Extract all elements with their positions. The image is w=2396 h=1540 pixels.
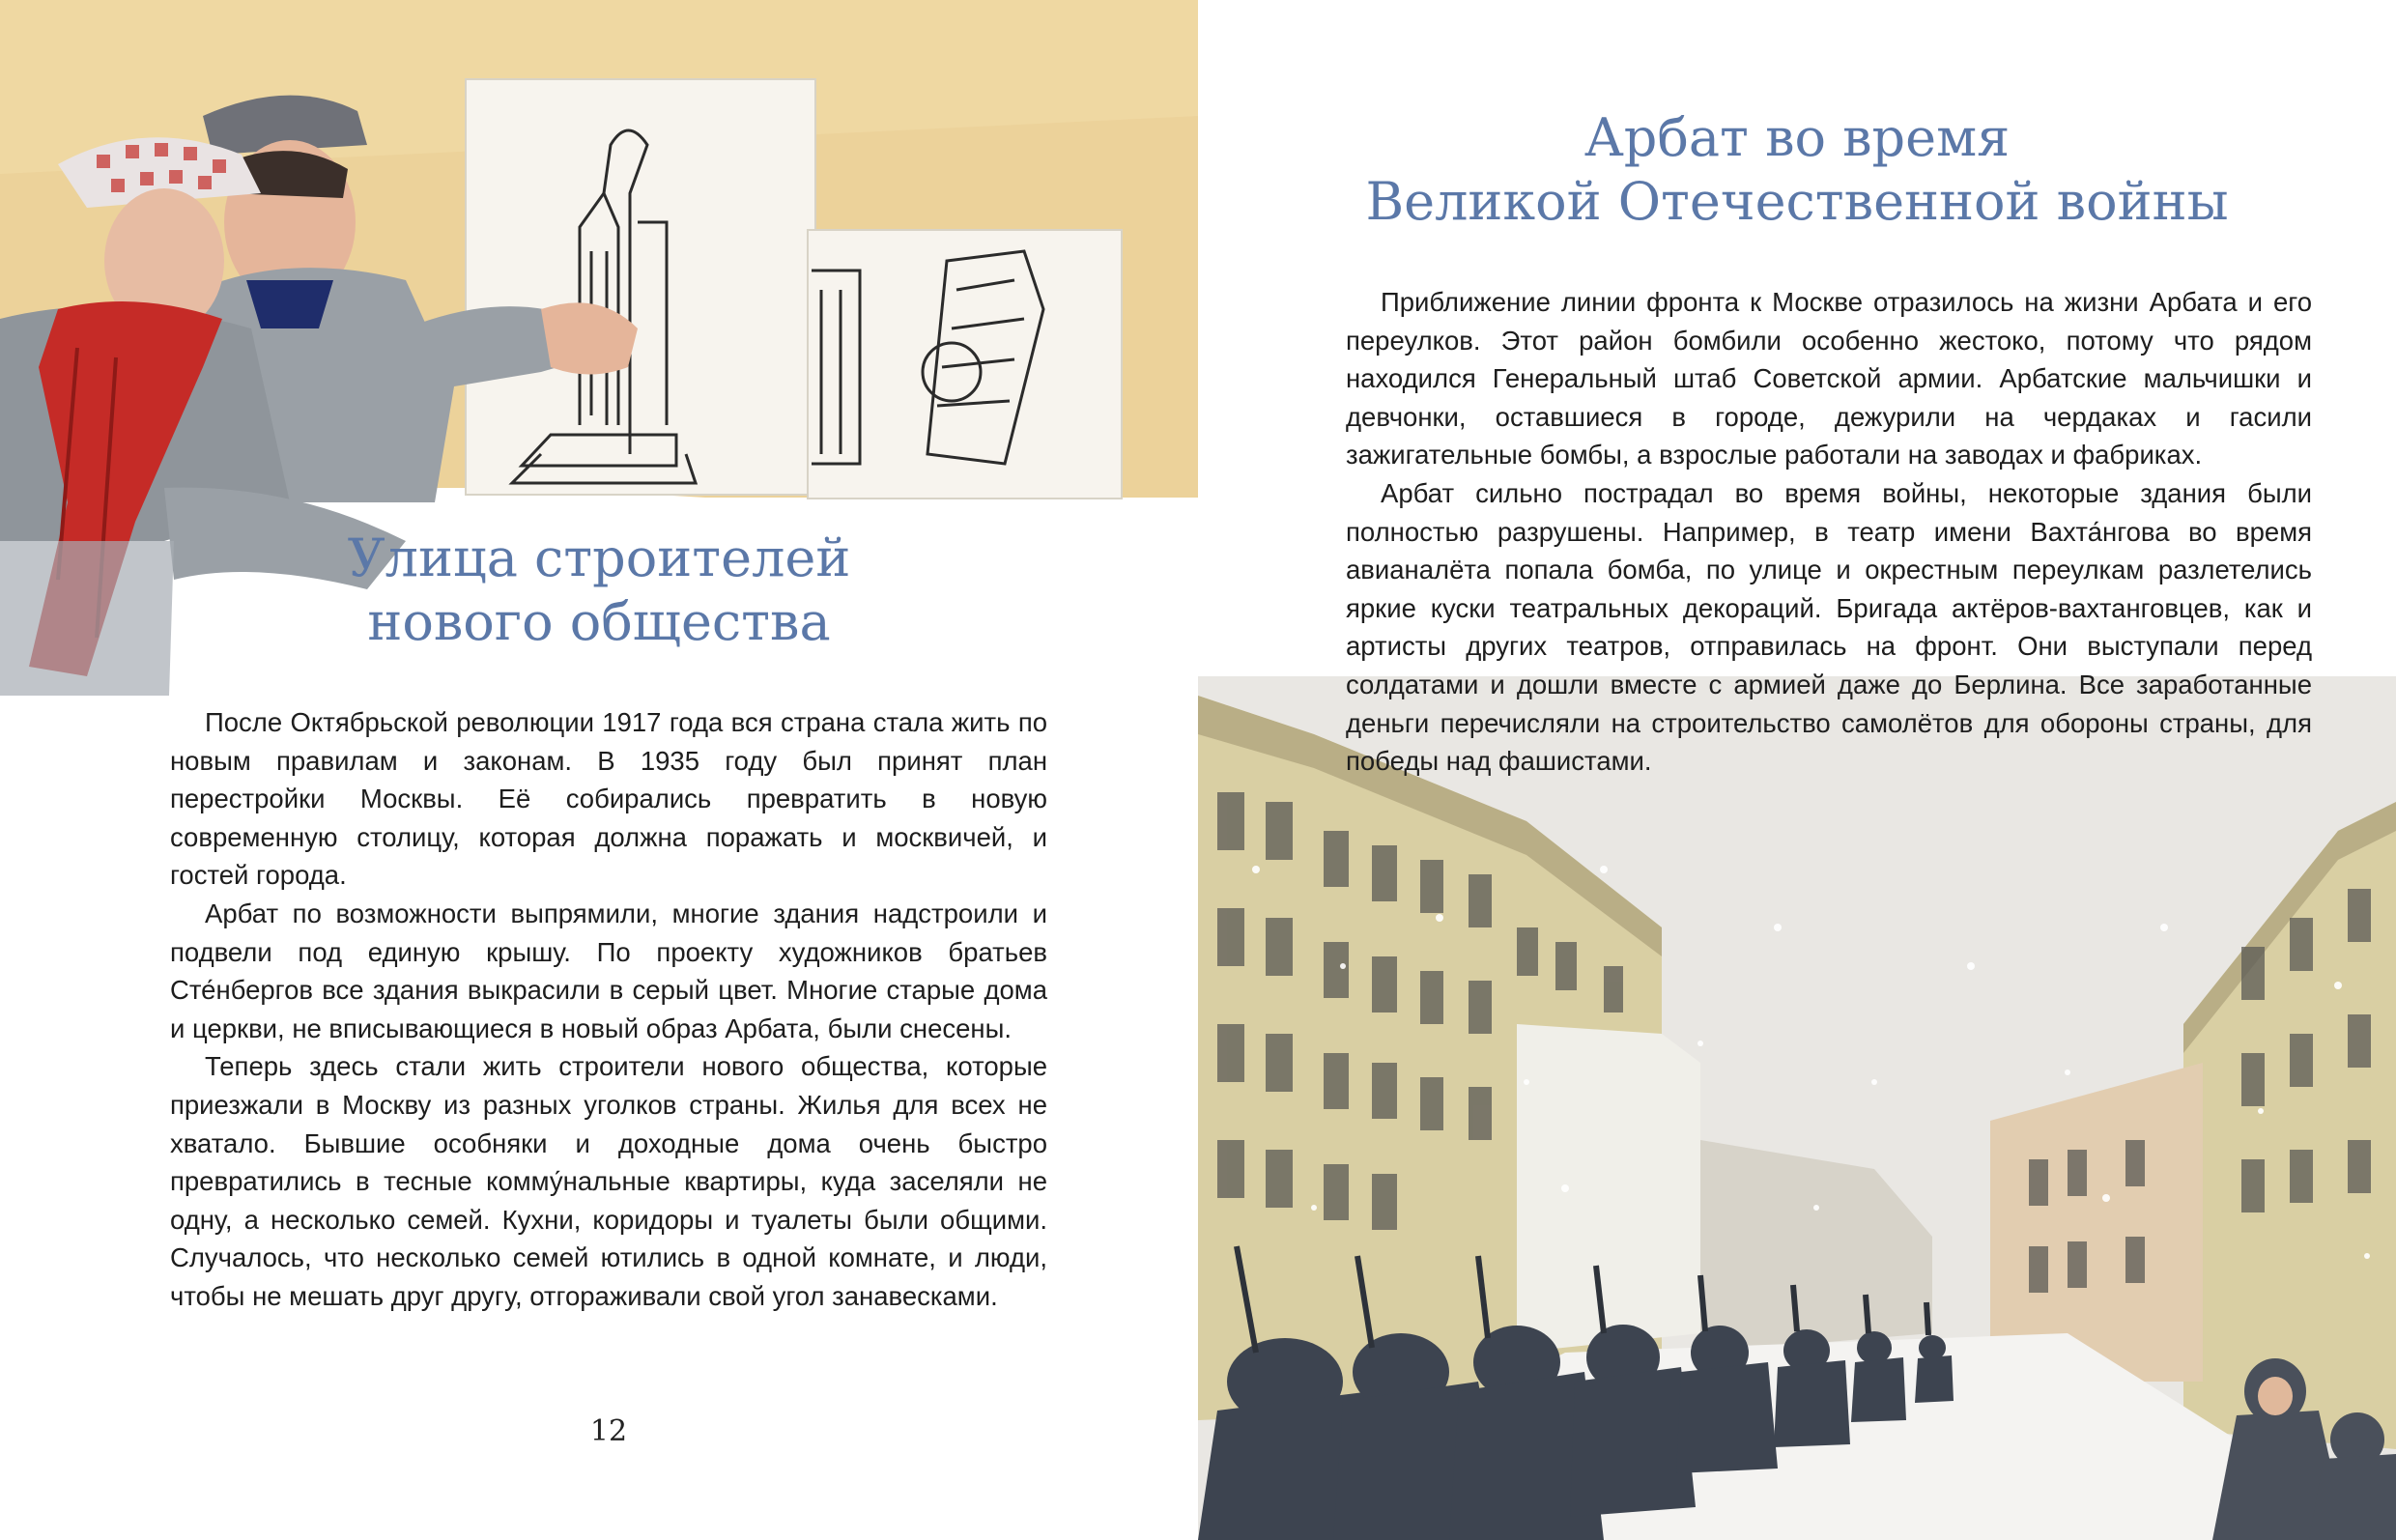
right-page-body (1346, 283, 2312, 781)
left-page-title (280, 527, 918, 654)
right-page-title (1275, 106, 2319, 234)
right-title-line-2: Великой Отечественной войны (1365, 171, 2229, 232)
paragraph: Арбат сильно пострадал во время войны, некоторые здания были полностью разрушены. Например, в театр имени Вахта́нгова во время авианалёта попала бомба, по улице и окрестным переулкам разлетелись яркие куски театральных декораций. Бригада актёров-вахтанговцев, как и артисты других театров, отправилась на фронт. Они выступали перед солдатами и дошли вместе с армией даже до Берлина. Все заработанные деньги перечисляли на строительство самолётов для обороны страны, для победы над фашистами. (1346, 477, 2312, 777)
paragraph: Теперь здесь стали жить строители нового общества, которые приезжали в Москву из разных уголков страны. Жилья для всех не хватало. Бывшие особняки и доходные дома очень быстро превратились в тесные комму́нальные квартиры, куда заселяли не одну, а несколько семей. Кухни, коридоры и туалеты были общими. Случалось, что несколько семей ютились в одной комнате, и люди, чтобы не мешать друг другу, отгораживали свой угол занавесками. (170, 1051, 1047, 1311)
paragraph: Приближение линии фронта к Москве отразилось на жизни Арбата и его переулков. Этот район бомбили особенно жестоко, потому что рядом находился Генеральный штаб Советской армии. Арбатские мальчишки и девчонки, оставшиеся в городе, дежурили на чердаках и гасили зажигательные бомбы, а взрослые работали на заводах и фабриках. (1346, 287, 2312, 471)
right-title-line-1: Арбат во время (1583, 107, 2011, 168)
paragraph: После Октябрьской революции 1917 года вся страна стала жить по новым правилам и законам. В 1935 году был принят план перестройки Москвы. Её собирались превратить в новую современную столицу, которая должна поражать и москвичей, и гостей города. (170, 707, 1047, 891)
page-number: 12 (589, 1414, 628, 1448)
left-title-line-1: Улица строителей (347, 528, 851, 588)
left-page-body (170, 703, 1047, 1316)
paragraph: Арбат по возможности выпрямили, многие здания надстроили и подвели под единую крышу. По проекту художников братьев Сте́нбергов все здания выкрасили в серый цвет. Многие старые дома и церкви, не вписывающиеся в новый образ Арбата, были снесены. (170, 898, 1047, 1043)
right-page (1198, 0, 2396, 1540)
left-title-line-2: нового общества (367, 591, 831, 652)
